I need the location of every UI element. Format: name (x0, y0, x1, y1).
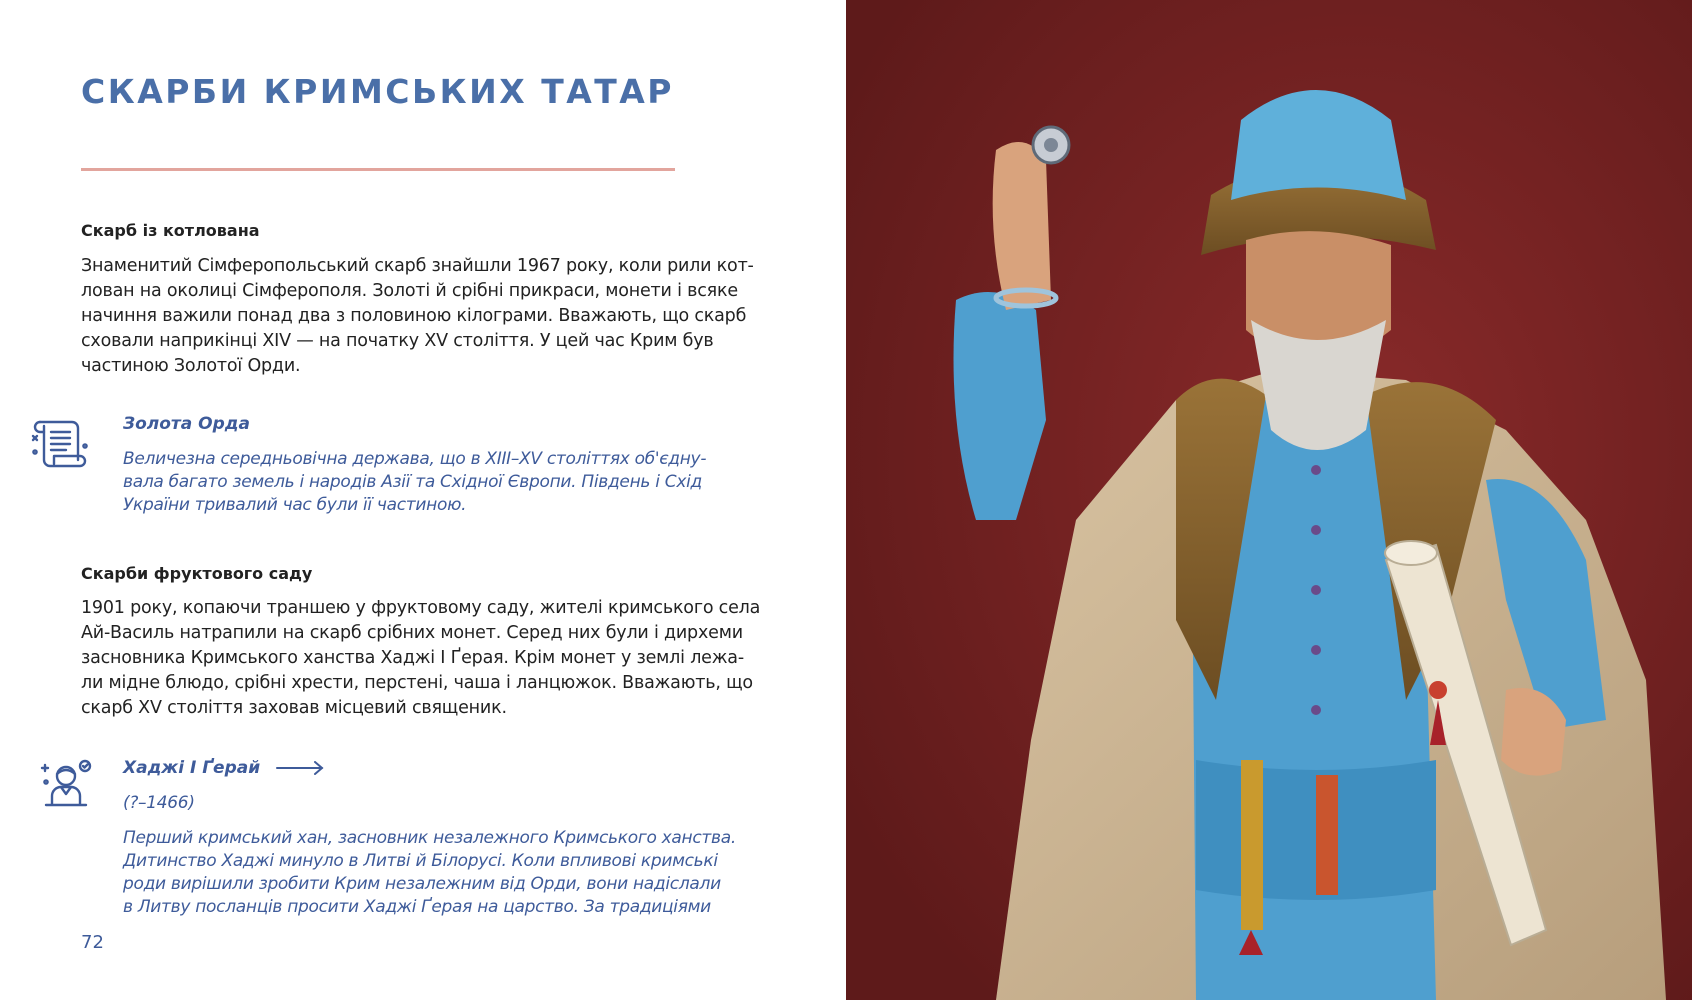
text-line: скарб XV століття заховав місцевий священик. (81, 698, 507, 718)
text-line: засновника Кримського ханства Хаджі І Ґерая. Крім монет у землі лежа- (81, 648, 744, 668)
scroll-end (1385, 541, 1437, 565)
text-line: Знаменитий Сімферопольський скарб знайшли 1967 року, коли рили кот- (81, 256, 754, 276)
page-number: 72 (81, 932, 104, 953)
text-line: лован на околиці Сімферополя. Золоті й срібні прикраси, монети і всяке (81, 281, 738, 301)
illustration-page (846, 0, 1692, 1000)
text-line: частиною Золотої Орди. (81, 356, 301, 376)
raised-hand (993, 142, 1051, 310)
text-line: в Литву посланців просити Хаджі Ґерая на царство. За традиціями (123, 897, 711, 917)
note-dates-haji-giray: (?–1466) (123, 793, 195, 813)
text-line: сховали наприкінці XIV — на початку XV століття. У цей час Крим був (81, 331, 714, 351)
note-body-haji-giray (123, 827, 736, 919)
belt-strap (1241, 760, 1263, 930)
section-heading-orchard-treasure: Скарби фруктового саду (81, 564, 313, 583)
text-line: вала багато земель і народів Азії та Східної Європи. Південь і Схід (123, 472, 702, 492)
text-line: 1901 року, копаючи траншею у фруктовому саду, жителі кримського села (81, 598, 761, 618)
text-line: Дитинство Хаджі минуло в Литві й Білорусі. Коли впливові кримські (123, 851, 718, 871)
belt-accent (1316, 775, 1338, 895)
arrow-right-icon (276, 761, 324, 775)
text-line: начиння важили понад два з половиною кілограми. Вважають, що скарб (81, 306, 747, 326)
note-title-haji-giray (123, 758, 324, 778)
scroll-icon (30, 416, 90, 470)
khan-illustration (846, 0, 1692, 1000)
note-title-golden-horde: Золота Орда (123, 414, 250, 434)
coin-center (1044, 138, 1058, 152)
section-body-orchard-treasure (81, 596, 761, 721)
scroll-seal (1429, 681, 1447, 699)
page-title: СКАРБИ КРИМСЬКИХ ТАТАР (81, 72, 674, 111)
person-icon (38, 756, 94, 812)
text-line: Ай-Василь натрапили на скарб срібних монет. Серед них були і дирхеми (81, 623, 743, 643)
section-heading-pit-treasure: Скарб із котлована (81, 221, 260, 240)
text-line: роди вирішили зробити Крим незалежним від Орди, вони надіслали (123, 874, 721, 894)
title-divider (81, 168, 675, 171)
note-body-golden-horde (123, 448, 707, 517)
text-line: ли мідне блюдо, срібні хрести, перстені, чаша і ланцюжок. Вважають, що (81, 673, 753, 693)
text-line: Величезна середньовічна держава, що в XIII–XV століттях об'єдну- (123, 449, 707, 469)
text-line: України тривалий час були її частиною. (123, 495, 467, 515)
section-body-pit-treasure (81, 254, 754, 379)
note-title-text: Хаджі І Ґерай (123, 758, 261, 778)
text-line: Перший кримський хан, засновник незалежного Кримського ханства. (123, 828, 736, 848)
